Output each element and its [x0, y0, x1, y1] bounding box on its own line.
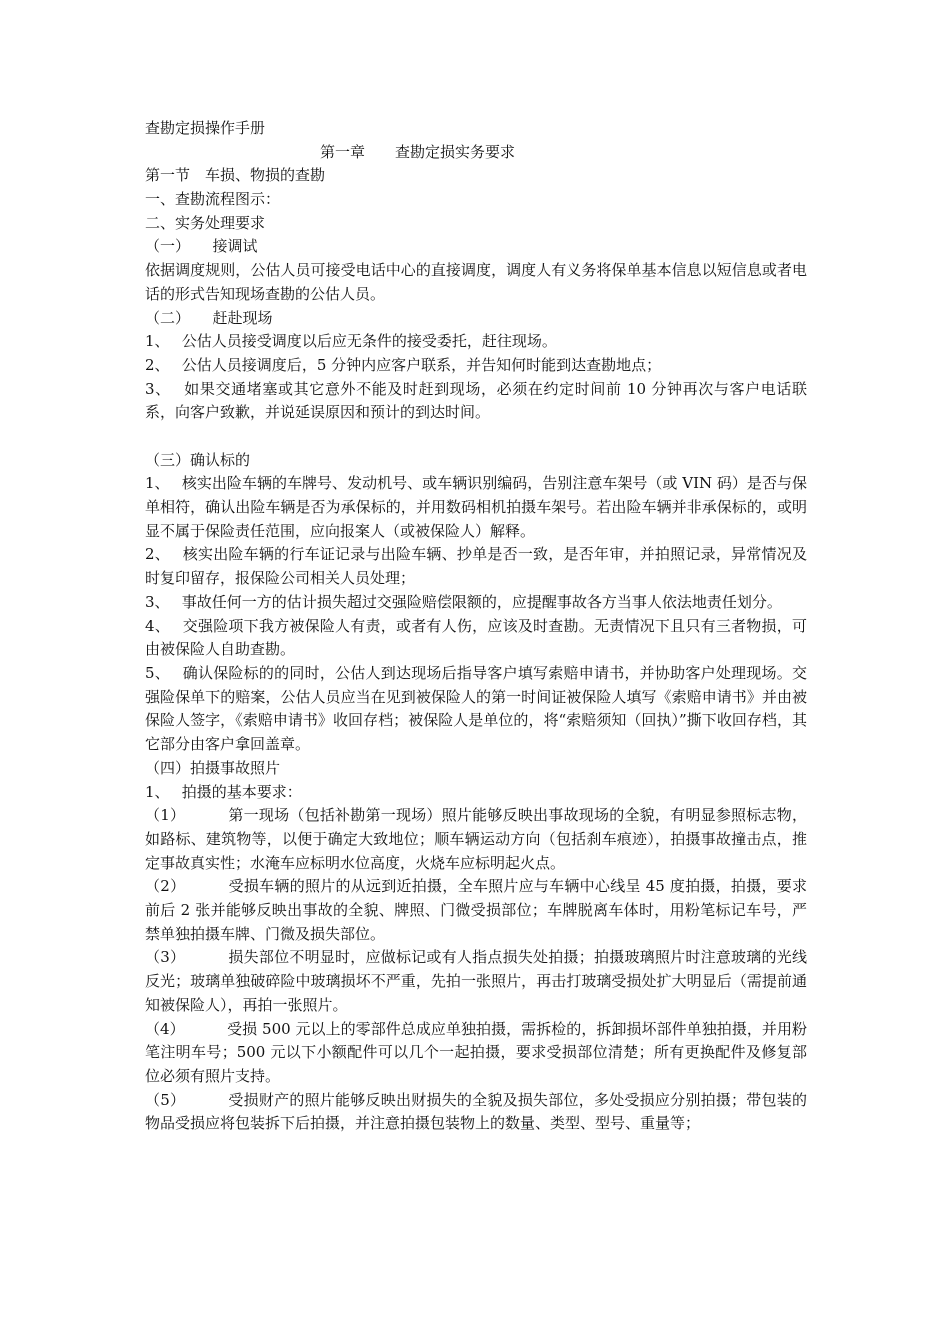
heading-flowchart: 一、查勘流程图示： — [145, 190, 281, 209]
paragraph-dispatch: 依据调度规则，公估人员可接受电话中心的直接调度，调度人有义务将保单基本信息以短信息或者电话的形式告知现场查勘的公估人员。 — [145, 261, 807, 303]
subheading-confirm: （三）确认标的 — [145, 450, 251, 469]
list-item: 3、 事故任何一方的估计损失超过交强险赔偿限额的，应提醒事故各方当事人依法地责任划分。 — [145, 592, 782, 611]
list-item: 3、 如果交通堵塞或其它意外不能及时赶到现场，必须在约定时间前 10 分钟再次与客户电话联系，向客户致歉，并说延误原因和预计的到达时间。 — [145, 379, 807, 422]
list-item: 5、 确认保险标的的同时，公估人到达现场后指导客户填写索赔申请书，并协助客户处理现场。交强险保单下的赔案，公估人员应当在见到被保险人的第一时间证被保险人填写《索赔申请书》并由被保险人签字，《索赔申请书》收回存档；被保险人是单位的，将“索赔须知（回执）”撕下收回存档，其它部分由客户拿回盖章。 — [145, 664, 807, 754]
list-item: 1、 核实出险车辆的车牌号、发动机号、或车辆识别编码，告别注意车架号（或 VIN 码）是否与保单相符，确认出险车辆是否为承保标的，并用数码相机拍摄车架号。若出险车辆并非承保标的，或明显不属于保险责任范围，应向报案人（或被保险人）解释。 — [145, 474, 807, 540]
blank-line — [145, 425, 807, 449]
document-body — [145, 117, 807, 1136]
subheading-arrive: （二） 赶赴现场 — [145, 308, 273, 327]
list-item: （4） 受损 500 元以上的零部件总成应单独拍摄，需拆检的，拆卸损坏部件单独拍摄，并用粉笔注明车号；500 元以下小额配件可以几个一起拍摄，要求受损部位清楚；所有更换配件及修复部位必须有照片支持。 — [145, 1019, 807, 1085]
list-item: 1、 公估人员接受调度以后应无条件的接受委托，赶往现场。 — [145, 332, 557, 351]
list-item: 4、 交强险项下我方被保险人有责，或者有人伤，应该及时查勘。无责情况下且只有三者物损，可由被保险人自助查勘。 — [145, 616, 807, 659]
list-item: （2） 受损车辆的照片的从远到近拍摄，全车照片应与车辆中心线呈 45 度拍摄，拍摄，要求前后 2 张并能够反映出事故的全貌、牌照、门微受损部位；车牌脱离车体时，用粉笔标记车号，严禁单独拍摄车牌、门微及损失部位。 — [145, 877, 807, 943]
list-item: （1） 第一现场（包括补勘第一现场）照片能够反映出事故现场的全貌，有明显参照标志物，如路标、建筑物等，以便于确定大致地位；顺车辆运动方向（包括刹车痕迹），拍摄事故撞击点，推定事故真实性；水淹车应标明水位高度，火烧车应标明起火点。 — [145, 806, 807, 872]
list-item: （5） 受损财产的照片能够反映出财损失的全貌及损失部位，多处受损应分别拍摄；带包装的物品受损应将包装拆下后拍摄，并注意拍摄包装物上的数量、类型、型号、重量等； — [145, 1090, 807, 1133]
list-item: 1、 拍摄的基本要求： — [145, 782, 302, 801]
heading-requirements: 二、实务处理要求 — [145, 213, 266, 232]
list-item: （3） 损失部位不明显时，应做标记或有人指点损失处拍摄；拍摄玻璃照片时注意玻璃的光线反光；玻璃单独破碎险中玻璃损坏不严重，先拍一张照片，再击打玻璃受损处扩大明显后（需提前通知被保险人），再拍一张照片。 — [145, 948, 807, 1014]
subheading-photos: （四）拍摄事故照片 — [145, 758, 281, 777]
subheading-dispatch: （一） 接调试 — [145, 237, 258, 256]
list-item: 2、 核实出险车辆的行车证记录与出险车辆、抄单是否一致，是否年审，并拍照记录，异常情况及时复印留存，报保险公司相关人员处理； — [145, 545, 807, 588]
chapter-heading: 第一章 查勘定损实务要求 — [320, 142, 516, 161]
list-item: 2、 公估人员接调度后，5 分钟内应客户联系，并告知何时能到达查勘地点； — [145, 355, 662, 374]
section-heading: 第一节 车损、物损的查勘 — [145, 166, 326, 185]
document-title: 查勘定损操作手册 — [145, 119, 266, 137]
